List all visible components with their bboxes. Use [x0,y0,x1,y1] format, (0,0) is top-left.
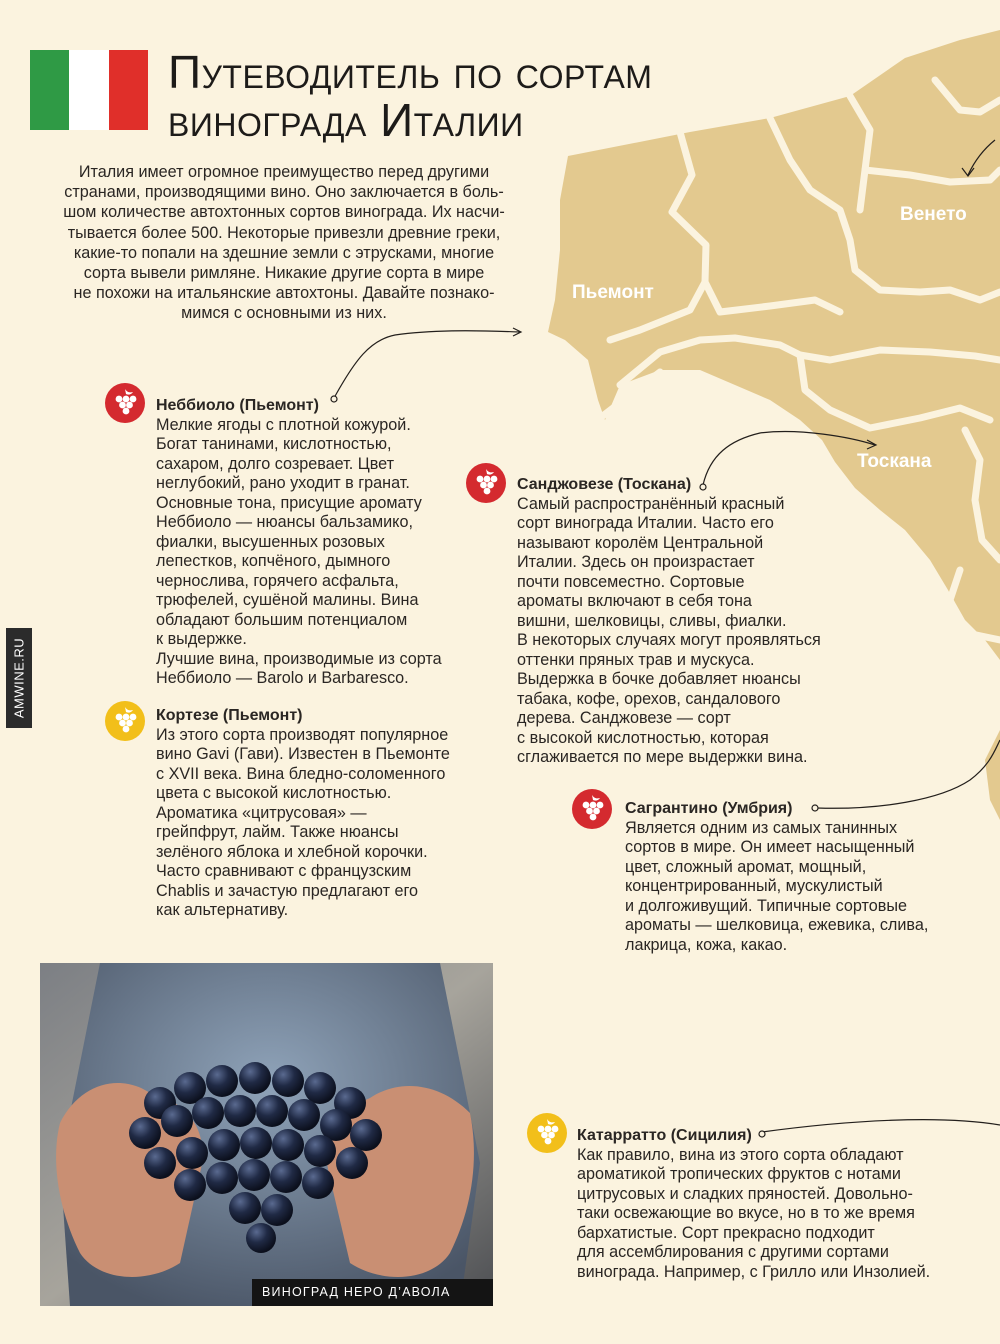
region-label-veneto: Венето [900,204,967,225]
entry-line: сахаром, долго созревает. Цвет [156,454,395,473]
entry-line: Как правило, вина из этого сорта обладают [577,1145,904,1164]
entry-cortese [156,706,486,921]
intro-line: какие-то попали на здешние земли с этрусками, многие [73,243,495,262]
entry-line: таки освежающие во вкусе, но в то же время [577,1204,915,1222]
entry-line: В некоторых случаях могут проявляться [517,631,821,649]
entry-line: сорт винограда Италии. Часто его [517,514,774,532]
entry-line: грейпфрут, лайм. Также нюансы [156,823,399,841]
flag-red-stripe [109,50,148,130]
entry-line: Часто сравнивают с французским [156,862,412,880]
entry-line: обладают большим потенциалом [156,610,408,629]
entry-line: цитрусовых и сладких пряностей. Довольно- [577,1184,913,1203]
entry-line: Неббиоло — нюансы бальзамико, [156,513,413,531]
intro-line: мимся с основными из них. [181,304,387,323]
entry-line: сортов в мире. Он имеет насыщенный [625,838,915,856]
entry-line: цвет, сложный аромат, мощный, [625,857,867,876]
entry-line: к выдержке. [156,630,247,648]
grapes-in-hands-photo [40,963,493,1306]
entry-line: с XVII века. Вина бледно-соломенного [156,764,446,783]
entry-line: трюфелей, сушёной малины. Вина [156,591,419,609]
title-line: винограда Италии [168,94,524,146]
entry-line: Лучшие вина, производимые из сорта [156,649,442,668]
entry-line: называют королём Центральной [517,533,764,552]
entry-line: неглубокий, рано уходит в гранат. [156,474,410,492]
title-line: Путеводитель по сортам [168,46,653,98]
entry-line: лепестков, копчёного, дымного [156,552,391,570]
entry-line: фиалки, высушенных розовых [156,532,385,551]
entry-line: вино Gavi (Гави). Известен в Пьемонте [156,745,450,763]
entry-title: Катарратто (Сицилия) [577,1127,752,1144]
page-title [168,48,652,144]
intro-paragraph [40,162,528,324]
entry-sangiovese [517,475,847,768]
entry-line: чернослива, горячего асфальта, [156,571,399,590]
entry-line: цвета с высокой кислотностью. [156,784,392,802]
italy-flag [30,50,148,130]
entry-line: табака, кофе, орехов, сандалового [517,689,781,708]
side-label-text: AMWINE.RU [11,637,27,719]
entry-line: Выдержка в бочке добавляет нюансы [517,670,801,688]
entry-line: Богат танинами, кислотностью, [156,435,392,453]
grape-icon [105,383,145,423]
entry-line: ароматы — шелковица, ежевика, слива, [625,916,929,934]
intro-line: шом количестве автохтонных сортов винограда. Их насчи- [63,203,505,222]
intro-line: странами, производящими вино. Оно заключается в боль- [64,183,504,202]
entry-line: зелёного яблока и хлебной корочки. [156,842,428,861]
grape-icon [105,701,145,741]
entry-line: бархатистые. Сорт прекрасно подходит [577,1223,875,1242]
entry-line: вишни, шелковицы, сливы, фиалки. [517,611,787,630]
entry-title: Санджовезе (Тоскана) [517,476,692,493]
entry-line: Самый распространённый красный [517,494,785,513]
flag-white-stripe [69,50,108,130]
entry-title: Сагрантино (Умбрия) [625,800,793,817]
entry-line: Италии. Здесь он произрастает [517,553,755,571]
entry-line: ароматикой тропических фруктов с нотами [577,1165,901,1183]
side-label [6,628,32,728]
entry-line: концентрированный, мускулистый [625,877,883,895]
entry-line: Chablis и зачастую предлагают его [156,881,419,900]
entry-line: и долгоживущий. Типичные сортовые [625,896,907,915]
entry-line: винограда. Например, с Грилло или Инзолией. [577,1262,931,1281]
photo-caption: ВИНОГРАД НЕРО Д’АВОЛА [252,1279,493,1306]
flag-green-stripe [30,50,69,130]
entry-line: Основные тона, присущие аромату [156,493,422,512]
entry-line: как альтернативу. [156,901,289,919]
entry-line: оттенки пряных трав и мускуса. [517,650,755,669]
entry-line: сглаживается по мере выдержки вина. [517,748,808,766]
entry-line: Ароматика «цитрусовая» — [156,803,367,822]
entry-line: Неббиоло — Barolo и Barbaresco. [156,669,409,687]
entry-line: для ассемблирования с другими сортами [577,1243,889,1261]
entry-line: Является одним из самых танинных [625,818,898,837]
entry-catarratto [577,1126,977,1282]
entry-line: ароматы включают в себя тона [517,592,752,610]
entry-line: Мелкие ягоды с плотной кожурой. [156,415,411,434]
intro-line: Италия имеет огромное преимущество перед другими [78,163,490,181]
intro-line: сорта вывели римляне. Никакие другие сорта в мире [83,264,485,283]
grape-icon [572,789,612,829]
entry-line: почти повсеместно. Сортовые [517,572,745,591]
entry-nebbiolo [156,396,486,689]
entry-line: лакрица, кожа, какао. [625,935,788,954]
grape-icon [527,1113,567,1153]
entry-line: с высокой кислотностью, которая [517,728,769,747]
region-label-piedmont: Пьемонт [572,282,654,303]
entry-sagrantino [625,799,975,955]
entry-title: Неббиоло (Пьемонт) [156,397,319,414]
entry-line: Из этого сорта производят популярное [156,725,449,744]
entry-title: Кортезе (Пьемонт) [156,707,303,724]
region-label-tuscany: Тоскана [857,451,932,472]
intro-line: тывается более 500. Некоторые привезли древние греки, [67,223,501,242]
intro-line: не похожи на итальянские автохтоны. Давайте познако- [73,284,495,303]
entry-line: дерева. Санджовезе — сорт [517,709,731,727]
